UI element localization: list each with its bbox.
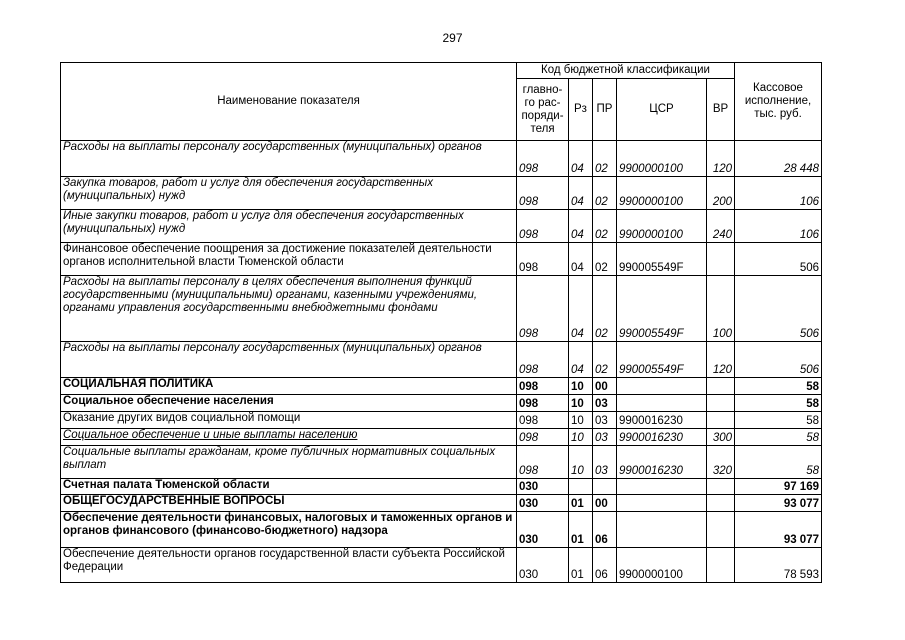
row-glavny: 030 — [517, 548, 569, 583]
row-amount: 506 — [735, 243, 822, 276]
row-rz: 04 — [569, 210, 593, 243]
row-name: Закупка товаров, работ и услуг для обеспечения государственных (муниципальных) нужд — [61, 177, 517, 210]
row-pr: 06 — [593, 548, 617, 583]
row-csr: 9900000100 — [617, 141, 707, 177]
row-csr: 9900000100 — [617, 210, 707, 243]
row-glavny: 030 — [517, 512, 569, 548]
row-glavny: 098 — [517, 446, 569, 479]
row-vr: 240 — [707, 210, 735, 243]
budget-execution-table — [60, 62, 822, 583]
row-name: Расходы на выплаты персоналу государственных (муниципальных) органов — [61, 342, 517, 378]
row-pr: 06 — [593, 512, 617, 548]
row-glavny: 030 — [517, 479, 569, 495]
table-row — [61, 276, 822, 342]
row-vr: 200 — [707, 177, 735, 210]
row-amount: 58 — [735, 395, 822, 412]
row-csr — [617, 378, 707, 395]
row-name: Социальные выплаты гражданам, кроме публичных нормативных социальных выплат — [61, 446, 517, 479]
row-name: Социальное обеспечение и иные выплаты населению — [61, 429, 517, 446]
table-row — [61, 479, 822, 495]
row-amount: 78 593 — [735, 548, 822, 583]
row-glavny: 098 — [517, 177, 569, 210]
row-glavny: 098 — [517, 243, 569, 276]
row-rz — [569, 479, 593, 495]
row-glavny: 098 — [517, 276, 569, 342]
header-name: Наименование показателя — [61, 63, 517, 141]
row-vr: 300 — [707, 429, 735, 446]
table-row — [61, 395, 822, 412]
row-glavny: 030 — [517, 495, 569, 512]
row-csr: 990005549F — [617, 243, 707, 276]
row-vr: 120 — [707, 141, 735, 177]
row-name: Финансовое обеспечение поощрения за достижение показателей деятельности органов исполнительной власти Тюменской области — [61, 243, 517, 276]
row-name: Обеспечение деятельности органов государственной власти субъекта Российской Федерации — [61, 548, 517, 583]
row-pr: 02 — [593, 141, 617, 177]
row-pr: 02 — [593, 342, 617, 378]
row-rz: 04 — [569, 141, 593, 177]
row-glavny: 098 — [517, 429, 569, 446]
row-pr: 03 — [593, 429, 617, 446]
row-pr: 03 — [593, 446, 617, 479]
row-vr: 100 — [707, 276, 735, 342]
row-vr — [707, 495, 735, 512]
row-glavny: 098 — [517, 141, 569, 177]
row-name: Социальное обеспечение населения — [61, 395, 517, 412]
table-row — [61, 429, 822, 446]
table-row — [61, 548, 822, 583]
row-amount: 58 — [735, 446, 822, 479]
row-vr — [707, 412, 735, 429]
row-glavny: 098 — [517, 412, 569, 429]
row-csr: 990005549F — [617, 276, 707, 342]
row-glavny: 098 — [517, 378, 569, 395]
row-csr — [617, 479, 707, 495]
page-number: 297 — [442, 31, 463, 45]
header-csr: ЦСР — [617, 79, 707, 141]
row-rz: 10 — [569, 446, 593, 479]
row-amount: 506 — [735, 342, 822, 378]
row-pr: 00 — [593, 378, 617, 395]
row-pr: 02 — [593, 177, 617, 210]
header-rz: Рз — [569, 79, 593, 141]
header-code-group: Код бюджетной классификации — [517, 63, 735, 79]
row-amount: 106 — [735, 210, 822, 243]
row-glavny: 098 — [517, 342, 569, 378]
row-amount: 58 — [735, 412, 822, 429]
row-amount: 93 077 — [735, 512, 822, 548]
row-pr: 03 — [593, 412, 617, 429]
row-amount: 106 — [735, 177, 822, 210]
table-row — [61, 177, 822, 210]
row-csr — [617, 495, 707, 512]
row-vr — [707, 243, 735, 276]
row-pr: 02 — [593, 210, 617, 243]
row-name: Обеспечение деятельности финансовых, налоговых и таможенных органов и органов финансового (финансово-бюджетного) надзора — [61, 512, 517, 548]
row-rz: 10 — [569, 395, 593, 412]
row-csr: 9900016230 — [617, 412, 707, 429]
row-glavny: 098 — [517, 395, 569, 412]
row-rz: 04 — [569, 342, 593, 378]
row-vr: 120 — [707, 342, 735, 378]
row-vr — [707, 512, 735, 548]
row-csr: 9900000100 — [617, 177, 707, 210]
row-pr — [593, 479, 617, 495]
row-amount: 97 169 — [735, 479, 822, 495]
row-rz: 10 — [569, 412, 593, 429]
row-rz: 01 — [569, 495, 593, 512]
row-amount: 58 — [735, 378, 822, 395]
table-row — [61, 243, 822, 276]
table-row — [61, 446, 822, 479]
header-vr: ВР — [707, 79, 735, 141]
row-amount: 506 — [735, 276, 822, 342]
row-vr — [707, 548, 735, 583]
row-amount: 28 448 — [735, 141, 822, 177]
row-rz: 01 — [569, 548, 593, 583]
row-name: Оказание других видов социальной помощи — [61, 412, 517, 429]
row-rz: 10 — [569, 429, 593, 446]
table-row — [61, 412, 822, 429]
row-amount: 58 — [735, 429, 822, 446]
row-pr: 03 — [593, 395, 617, 412]
table-row — [61, 342, 822, 378]
table-body — [61, 141, 822, 583]
row-csr: 9900016230 — [617, 446, 707, 479]
row-csr — [617, 512, 707, 548]
row-csr: 9900000100 — [617, 548, 707, 583]
table-row — [61, 210, 822, 243]
row-pr: 02 — [593, 243, 617, 276]
row-csr — [617, 395, 707, 412]
table-row — [61, 141, 822, 177]
row-glavny: 098 — [517, 210, 569, 243]
row-name: Иные закупки товаров, работ и услуг для обеспечения государственных (муниципальных) нужд — [61, 210, 517, 243]
row-vr: 320 — [707, 446, 735, 479]
row-rz: 04 — [569, 276, 593, 342]
row-pr: 00 — [593, 495, 617, 512]
row-rz: 01 — [569, 512, 593, 548]
header-pr: ПР — [593, 79, 617, 141]
row-csr: 9900016230 — [617, 429, 707, 446]
row-name: СОЦИАЛЬНАЯ ПОЛИТИКА — [61, 378, 517, 395]
row-name: Счетная палата Тюменской области — [61, 479, 517, 495]
row-rz: 10 — [569, 378, 593, 395]
row-name: Расходы на выплаты персоналу государственных (муниципальных) органов — [61, 141, 517, 177]
row-vr — [707, 395, 735, 412]
table-row — [61, 378, 822, 395]
row-rz: 04 — [569, 177, 593, 210]
table-row — [61, 495, 822, 512]
row-rz: 04 — [569, 243, 593, 276]
row-name: Расходы на выплаты персоналу в целях обеспечения выполнения функций государственными (муниципальными) органами, казенными учреждениями, органами управления государственными внебюджетными фондами — [61, 276, 517, 342]
row-name: ОБЩЕГОСУДАРСТВЕННЫЕ ВОПРОСЫ — [61, 495, 517, 512]
row-vr — [707, 378, 735, 395]
row-csr: 990005549F — [617, 342, 707, 378]
header-glavny: главно-го рас-поряди-теля — [517, 79, 569, 141]
row-amount: 93 077 — [735, 495, 822, 512]
row-vr — [707, 479, 735, 495]
header-amount: Кассовое исполнение, тыс. руб. — [735, 63, 822, 141]
row-pr: 02 — [593, 276, 617, 342]
table-row — [61, 512, 822, 548]
